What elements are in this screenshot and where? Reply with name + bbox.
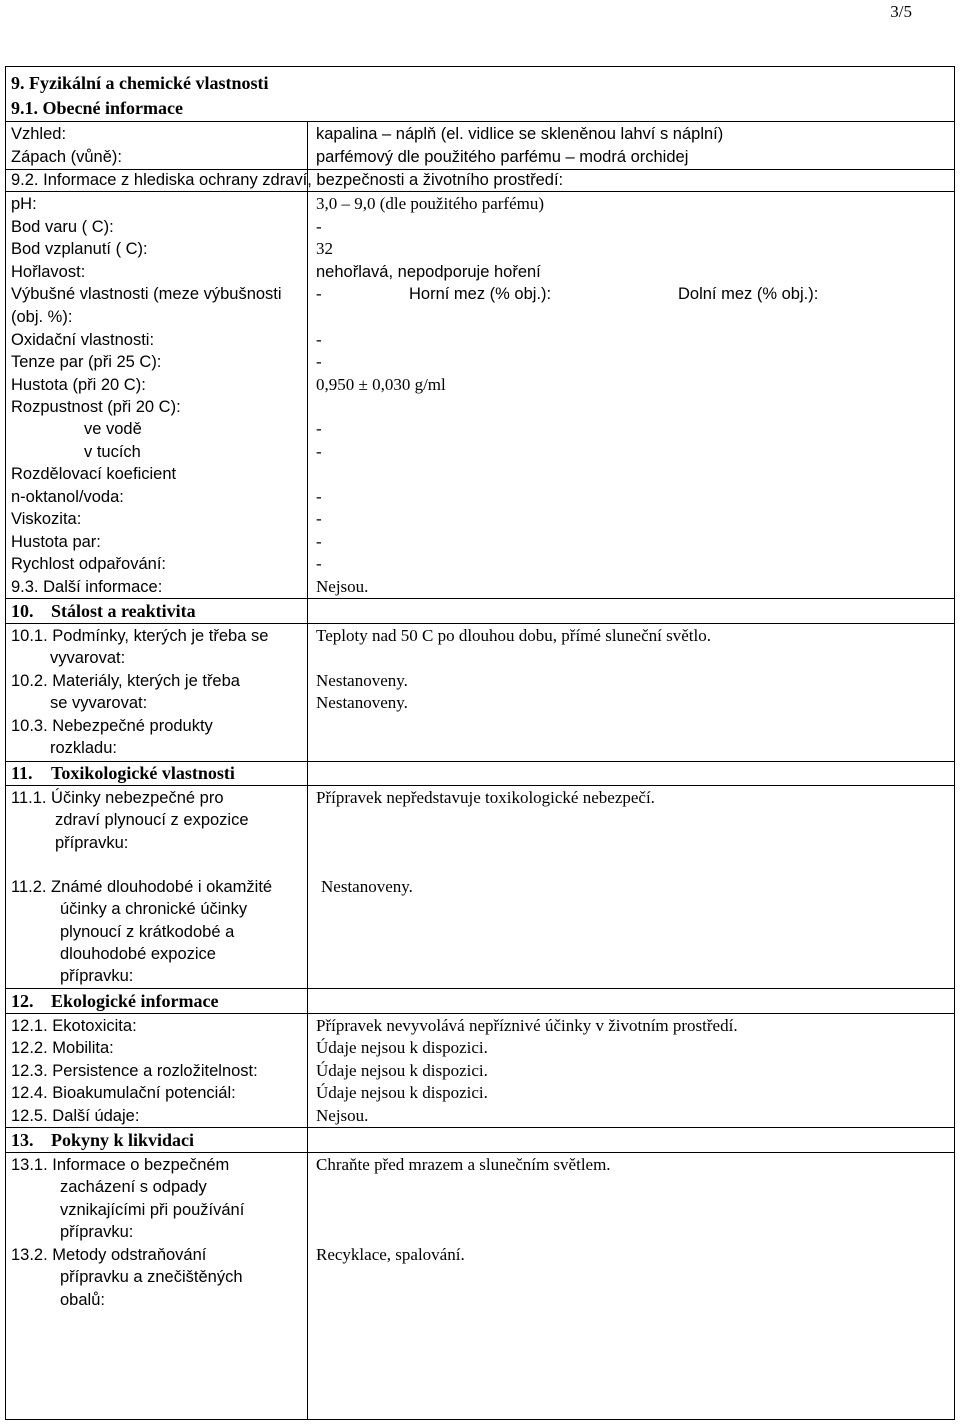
- s12-1-value: Přípravek nevyvolává nepříznivé účinky v životním prostředí.: [316, 1016, 738, 1035]
- section-11-name: Toxikologické vlastnosti: [51, 763, 235, 783]
- divider: [6, 191, 954, 192]
- dolni-mez-label: Dolní mez (% obj.):: [678, 285, 819, 303]
- bod-vzplanuti-value: 32: [316, 239, 333, 258]
- s13-1-label: 13.1. Informace o bezpečném: [11, 1156, 230, 1174]
- s12-2-label: 12.2. Mobilita:: [11, 1039, 114, 1057]
- s10-2-value: Nestanoveny.: [316, 671, 408, 690]
- s12-3-value: Údaje nejsou k dispozici.: [316, 1061, 488, 1080]
- section-11-number: 11.: [11, 763, 33, 783]
- tenze-par-value: -: [316, 352, 322, 371]
- s12-3-label: 12.3. Persistence a rozložitelnost:: [11, 1062, 258, 1080]
- ve-vode-value: -: [316, 419, 322, 438]
- divider: [6, 1013, 954, 1014]
- vybusne-label-cont: (obj. %):: [11, 308, 73, 326]
- s11-2-label: 11.2. Známé dlouhodobé i okamžité: [11, 878, 273, 896]
- horni-mez-label: Horní mez (% obj.):: [409, 285, 552, 303]
- zapach-label: Zápach (vůně):: [11, 148, 122, 166]
- divider: [6, 121, 954, 122]
- oxidacni-label: Oxidační vlastnosti:: [11, 331, 155, 349]
- section-10-number: 10.: [11, 601, 34, 621]
- s10-1-label: 10.1. Podmínky, kterých je třeba se: [11, 627, 269, 645]
- s13-2-label: 13.2. Metody odstraňování: [11, 1246, 207, 1264]
- vzhled-label: Vzhled:: [11, 125, 67, 143]
- s10-1-label-cont: vyvarovat:: [50, 649, 126, 667]
- s12-2-value: Údaje nejsou k dispozici.: [316, 1038, 488, 1057]
- page-number: 3/5: [890, 2, 912, 21]
- s10-3-value: Nestanoveny.: [316, 693, 408, 712]
- s10-2-label-cont: se vyvarovat:: [50, 694, 148, 712]
- dalsi-informace-value: Nejsou.: [316, 577, 369, 596]
- rozpustnost-label: Rozpustnost (při 20 C):: [11, 398, 181, 416]
- dalsi-informace-label: 9.3. Další informace:: [11, 578, 163, 596]
- bod-varu-value: -: [316, 217, 322, 236]
- s12-5-value: Nejsou.: [316, 1106, 369, 1125]
- section-13-name: Pokyny k likvidaci: [51, 1130, 195, 1150]
- s13-2-label-cont: přípravku a znečištěných: [60, 1268, 243, 1286]
- s13-2-value: Recyklace, spalování.: [316, 1245, 465, 1264]
- divider: [6, 623, 954, 624]
- viskozita-value: -: [316, 509, 322, 528]
- divider: [6, 598, 954, 599]
- s12-4-value: Údaje nejsou k dispozici.: [316, 1083, 488, 1102]
- s11-2-label-cont3: dlouhodobé expozice: [60, 945, 216, 963]
- noktanol-value: -: [316, 487, 322, 506]
- s12-1-label: 12.1. Ekotoxicita:: [11, 1017, 137, 1035]
- section-9-1-title: 9.1. Obecné informace: [11, 98, 183, 118]
- s12-4-label: 12.4. Bioakumulační potenciál:: [11, 1084, 236, 1102]
- s11-1-label-cont2: přípravku:: [55, 834, 129, 852]
- s10-1-value: Teploty nad 50 C po dlouhou dobu, přímé sluneční světlo.: [316, 626, 711, 645]
- s12-5-label: 12.5. Další údaje:: [11, 1107, 140, 1125]
- rychlost-label: Rychlost odpařování:: [11, 555, 167, 573]
- horlavost-value: nehořlavá, nepodporuje hoření: [316, 263, 541, 281]
- ph-value: 3,0 – 9,0 (dle použitého parfému): [316, 194, 545, 213]
- section-10-title: [11, 601, 196, 621]
- section-9-title: 9. Fyzikální a chemické vlastnosti: [11, 73, 269, 93]
- bod-vzplanuti-label: Bod vzplanutí ( C):: [11, 240, 148, 258]
- bod-varu-label: Bod varu ( C):: [11, 218, 114, 236]
- s13-1-label-cont: zacházení s odpady: [60, 1178, 207, 1196]
- section-10-name: Stálost a reaktivita: [51, 601, 196, 621]
- tenze-par-label: Tenze par (při 25 C):: [11, 353, 162, 371]
- s13-2-label-cont2: obalů:: [60, 1291, 105, 1309]
- vybusne-dash: -: [316, 284, 322, 303]
- s13-1-label-cont2: vznikajícími při používání: [60, 1201, 245, 1219]
- section-11-title: [11, 763, 235, 783]
- section-13-title: [11, 1130, 194, 1150]
- s11-2-label-cont: účinky a chronické účinky: [60, 900, 248, 918]
- hustota-par-value: -: [316, 532, 322, 551]
- s10-2-label: 10.2. Materiály, kterých je třeba: [11, 672, 240, 690]
- s11-1-label: 11.1. Účinky nebezpečné pro: [11, 789, 224, 807]
- zapach-value: parfémový dle použitého parfému – modrá orchidej: [316, 148, 689, 166]
- rychlost-value: -: [316, 554, 322, 573]
- divider: [6, 1152, 954, 1153]
- divider: [6, 761, 954, 762]
- section-9-2-title: 9.2. Informace z hlediska ochrany zdraví, bezpečnosti a životního prostředí:: [11, 171, 564, 189]
- ve-vode-label: ve vodě: [84, 420, 142, 438]
- vybusne-label: Výbušné vlastnosti (meze výbušnosti: [11, 285, 282, 303]
- column-divider: [307, 121, 308, 1420]
- ph-label: pH:: [11, 195, 37, 213]
- section-12-title: [11, 991, 218, 1011]
- s10-3-label: 10.3. Nebezpečné produkty: [11, 717, 213, 735]
- divider: [6, 1127, 954, 1128]
- horlavost-label: Hořlavost:: [11, 263, 86, 281]
- vzhled-value: kapalina – náplň (el. vidlice se skleněnou lahví s náplní): [316, 125, 724, 143]
- s11-2-value: Nestanoveny.: [321, 877, 413, 896]
- rozdelovaci-label: Rozdělovací koeficient: [11, 465, 177, 483]
- section-12-number: 12.: [11, 991, 34, 1011]
- v-tucich-value: -: [316, 442, 322, 461]
- s13-1-value: Chraňte před mrazem a slunečním světlem.: [316, 1155, 611, 1174]
- oxidacni-value: -: [316, 330, 322, 349]
- v-tucich-label: v tucích: [84, 443, 141, 461]
- viskozita-label: Viskozita:: [11, 510, 82, 528]
- noktanol-label: n-oktanol/voda:: [11, 488, 124, 506]
- s11-1-value: Přípravek nepředstavuje toxikologické nebezpečí.: [316, 788, 655, 807]
- hustota-label: Hustota (při 20 C):: [11, 376, 146, 394]
- s11-2-label-cont4: přípravku:: [60, 967, 134, 985]
- document-table: [5, 66, 955, 1420]
- s13-1-label-cont3: přípravku:: [60, 1223, 134, 1241]
- divider: [6, 785, 954, 786]
- s11-2-label-cont2: plynoucí z krátkodobé a: [60, 923, 235, 941]
- section-13-number: 13.: [11, 1130, 34, 1150]
- section-12-name: Ekologické informace: [51, 991, 219, 1011]
- hustota-par-label: Hustota par:: [11, 533, 101, 551]
- divider: [6, 988, 954, 989]
- hustota-value: 0,950 ± 0,030 g/ml: [316, 375, 446, 394]
- s10-3-label-cont: rozkladu:: [50, 739, 117, 757]
- s11-1-label-cont: zdraví plynoucí z expozice: [55, 811, 249, 829]
